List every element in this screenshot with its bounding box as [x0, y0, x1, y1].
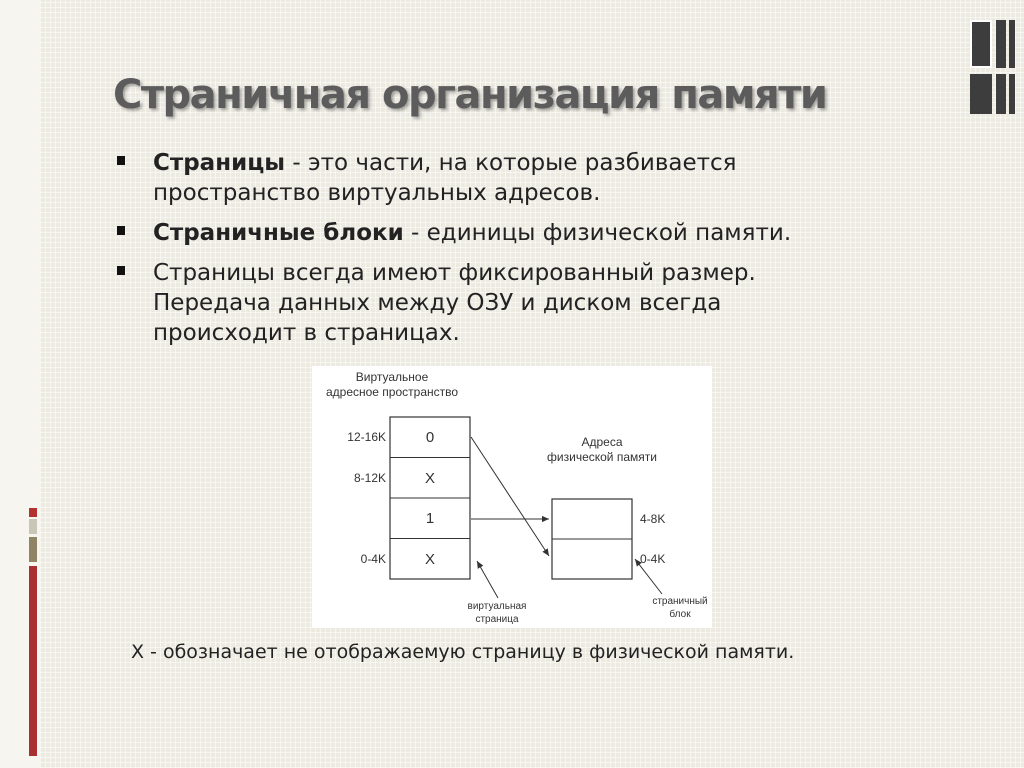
physical-memory-title-1: Адреса — [581, 435, 623, 449]
term-page-frames: Страничные блоки — [153, 220, 404, 246]
bullet-fixed-size — [112, 258, 872, 348]
virtual-page-pointer-arrow — [477, 561, 498, 598]
virtual-page-value: X — [424, 470, 436, 487]
mapping-arrow-page0 — [471, 437, 549, 556]
bullet-page-frames-text: - единицы физической памяти. — [403, 220, 792, 246]
bullet-list — [112, 148, 872, 358]
virtual-page-value: X — [424, 551, 436, 568]
physical-range-label: 4-8K — [640, 512, 666, 526]
virtual-space-title-1: Виртуальное — [355, 370, 429, 384]
bullet-pages-text-1: - это части, на которые разбивается — [285, 150, 737, 176]
decor-bar-grey — [29, 519, 37, 534]
bullet-square-icon — [117, 226, 125, 235]
virtual-range-label: 8-12K — [353, 471, 386, 485]
term-pages: Страницы — [153, 150, 286, 176]
diagram-caption: X - обозначает не отображаемую страницу в физической памяти. — [131, 641, 795, 663]
virtual-page-label-2: страница — [475, 614, 519, 625]
page-frame-label-1: страничный — [652, 596, 708, 607]
decor-bar-red-long — [29, 566, 37, 756]
bullet-pages — [112, 148, 872, 208]
corner-bars-icon — [968, 18, 1018, 118]
bullet-pages-text-2: пространство виртуальных адресов. — [153, 180, 601, 206]
physical-range-label: 0-4K — [640, 552, 666, 566]
virtual-page-value: 1 — [425, 510, 435, 527]
paging-diagram-svg — [312, 366, 712, 628]
physical-memory-title-2: физической памяти — [547, 450, 657, 464]
bullet-square-icon — [117, 266, 125, 275]
page-frame-label-2: блок — [669, 609, 691, 620]
virtual-range-label: 12-16K — [347, 430, 386, 444]
slide-title: Страничная организация памяти — [113, 72, 827, 118]
virtual-page-value: 0 — [425, 429, 435, 446]
virtual-page-label-1: виртуальная — [467, 601, 527, 612]
virtual-range-label: 0-4K — [360, 552, 386, 566]
bullet-fixed-size-line-1: Страницы всегда имеют фиксированный размер. — [153, 260, 756, 286]
bullet-square-icon — [117, 156, 125, 165]
virtual-space-title-2: адресное пространство — [325, 385, 459, 399]
bullet-page-frames — [112, 218, 872, 248]
bullet-fixed-size-line-2: Передача данных между ОЗУ и диском всегда — [153, 290, 722, 316]
bullet-fixed-size-line-3: происходит в страницах. — [153, 320, 460, 346]
decor-bar-red-small — [29, 508, 37, 517]
decor-bar-olive — [29, 537, 37, 562]
paging-diagram — [312, 366, 712, 628]
